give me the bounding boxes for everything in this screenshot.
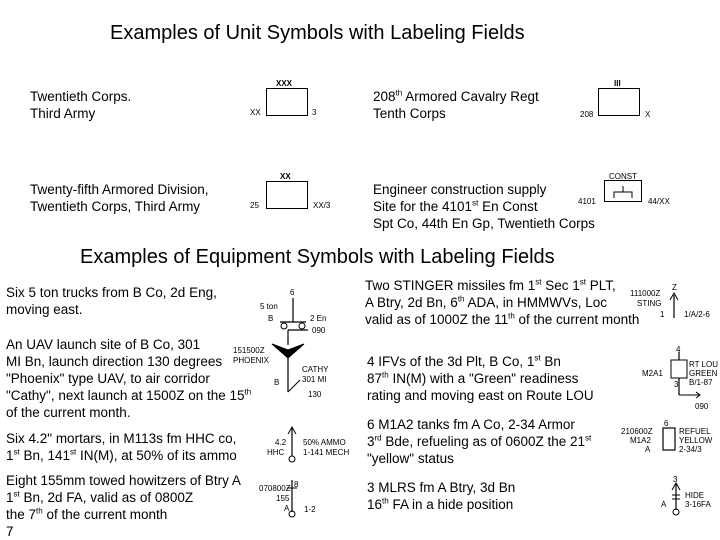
- equip-3-line2: MI Bn, launch direction 130 degrees: [6, 354, 223, 369]
- equip-2-line1: Two STINGER missiles fm 1st Sec 1st PLT,: [365, 277, 616, 293]
- unit-3-right-field: XX/3: [313, 201, 331, 210]
- equip-3-line1: An UAV launch site of B Co, 301: [6, 337, 201, 352]
- unit-2-right-field: X: [645, 110, 651, 119]
- equip-6-line3: "yellow" status: [367, 451, 454, 466]
- equip-2-inner-field: STING: [637, 299, 662, 308]
- equip-4-bottom-field: 3: [674, 380, 679, 389]
- equip-7-description: [6, 472, 241, 540]
- equip-4-right-field-2: GREEN: [689, 369, 718, 378]
- equip-2-dtg-field: 111000Z: [630, 289, 661, 298]
- equip-3-dtg-field: 151500Z: [233, 346, 265, 355]
- equip-8-description: [367, 479, 515, 513]
- unit-3-left-field: 25: [250, 201, 259, 210]
- equip-8-top-field: 3: [673, 475, 678, 484]
- equip-5-left-field: HHC: [267, 448, 285, 457]
- unit-4-line2: Site for the 4101st En Const: [373, 198, 538, 214]
- equip-2-left-field: 1: [660, 310, 665, 319]
- equip-5-right-field-1: 50% AMMO: [303, 438, 346, 447]
- equip-3-right-field-2: 301 MI: [302, 375, 327, 384]
- unit-2-left-field: 208: [580, 110, 594, 119]
- unit-3-description: [30, 181, 209, 215]
- unit-1-echelon: XXX: [276, 79, 293, 88]
- equip-3-description: [6, 336, 251, 421]
- equip-6-dtg-field: 210600Z: [621, 427, 653, 436]
- equip-6-line2: 3rd Bde, refueling as of 0600Z the 21st: [367, 433, 592, 449]
- equip-1-description: [6, 284, 217, 318]
- equip-6-right-field-1: REFUEL: [679, 427, 711, 436]
- unit-3-line2: Twentieth Corps, Third Army: [30, 199, 201, 214]
- unit-2-line2: Tenth Corps: [373, 106, 446, 121]
- unit-3-line1: Twenty-fifth Armored Division,: [30, 182, 209, 197]
- equip-8-line2: 16th FA in a hide position: [367, 496, 514, 512]
- equipment-symbols-title: Examples of Equipment Symbols with Labeling Fields: [80, 246, 555, 268]
- equip-1-left-field: B: [268, 314, 274, 323]
- equip-7-dtg-field: 070800Z: [259, 484, 291, 493]
- unit-2-description: [373, 88, 539, 122]
- equip-8-line1: 3 MLRS fm A Btry, 3d Bn: [367, 480, 516, 495]
- equip-2-line2: A Btry, 2d Bn, 6th ADA, in HMMWVs, Loc: [365, 294, 608, 310]
- equip-3-name-field: PHOENIX: [233, 356, 270, 365]
- equip-5-line2: 1st Bn, 141st IN(M), at 50% of its ammo: [6, 447, 237, 463]
- unit-symbols-title: Examples of Unit Symbols with Labeling Fields: [110, 22, 525, 44]
- equip-7-caliber-field: 155: [276, 494, 290, 503]
- unit-1-right-field: 3: [312, 108, 317, 117]
- equip-5-line1: Six 4.2" mortars, in M113s fm HHC co,: [6, 431, 237, 446]
- equip-4-heading-field: 090: [695, 402, 709, 411]
- equip-4-right-field-1: RT LOU: [689, 360, 719, 369]
- equip-2-top-field: Z: [672, 283, 677, 292]
- equip-7-line2: 1st Bn, 2d FA, valid as of 0800Z: [6, 489, 194, 505]
- equip-6-right-field-2: YELLOW: [679, 436, 713, 445]
- equip-5-top-field: 4.2: [275, 438, 287, 447]
- unit-4-top-field: CONST: [609, 172, 637, 181]
- equip-4-line3: rating and moving east on Route LOU: [367, 388, 594, 403]
- unit-4-left-field: 4101: [578, 197, 596, 206]
- equip-4-line1: 4 IFVs of the 3d Plt, B Co, 1st Bn: [367, 353, 561, 369]
- equip-7-line1: Eight 155mm towed howitzers of Btry A: [6, 473, 241, 488]
- equip-3-line3: "Phoenix" type UAV, to air corridor: [6, 371, 210, 386]
- equip-6-left-field: A: [645, 445, 651, 454]
- equip-1-inner-field: 5 ton: [260, 302, 278, 311]
- unit-2-line1: 208th Armored Cavalry Regt: [373, 88, 539, 104]
- equip-6-right-field-3: 2-34/3: [679, 445, 702, 454]
- equip-7-top-field: 8: [294, 480, 299, 489]
- equip-4-description: [367, 353, 594, 404]
- equip-3-top-field: 090: [312, 326, 326, 335]
- equip-1-line1: Six 5 ton trucks from B Co, 2d Eng,: [6, 285, 217, 300]
- equip-8-right-field-2: 3-16FA: [685, 500, 711, 509]
- unit-2-frame: [598, 88, 640, 116]
- equip-6-top-field: 6: [664, 419, 669, 428]
- equip-2-line3: valid as of 1000Z the 11th of the current month: [365, 311, 640, 327]
- unit-1-left-field: XX: [250, 108, 261, 117]
- equip-6-type-field: M1A2: [630, 436, 651, 445]
- unit-4-right-field: 44/XX: [648, 197, 670, 206]
- equip-3-line5: of the current month.: [6, 405, 131, 420]
- equip-7-line3: the 7th of the current month: [6, 506, 168, 522]
- unit-4-description: [373, 181, 595, 232]
- equip-1-top-field: 6: [290, 288, 295, 297]
- equip-2-description: [365, 277, 639, 328]
- equip-6-line1: 6 M1A2 tanks fm A Co, 2-34 Armor: [367, 417, 575, 432]
- equip-8-right-field-1: HIDE: [685, 491, 705, 500]
- equip-6-description: [367, 416, 591, 467]
- unit-2-echelon: III: [614, 79, 621, 88]
- unit-1-description: [30, 88, 131, 122]
- equip-5-description: [6, 430, 237, 464]
- unit-1-line2: Third Army: [30, 106, 96, 121]
- unit-4-line3: Spt Co, 44th En Gp, Twentieth Corps: [373, 216, 595, 231]
- unit-3-echelon: XX: [280, 172, 291, 181]
- equip-4-top-field: 4: [676, 345, 681, 354]
- equip-3-left-field: B: [274, 378, 280, 387]
- equip-4-right-field-3: B/1-87: [689, 378, 713, 387]
- equip-2-right-field: 1/A/2-6: [684, 310, 710, 319]
- equip-4-left-field: M2A1: [642, 369, 663, 378]
- unit-4-frame: [604, 180, 642, 202]
- equip-7-left-field: A: [284, 504, 290, 513]
- unit-4-line1: Engineer construction supply: [373, 182, 547, 197]
- equip-5-right-field-2: 1-141 MECH: [303, 448, 350, 457]
- unit-1-line1: Twentieth Corps.: [30, 89, 132, 104]
- equip-7-right-field: 1-2: [304, 505, 316, 514]
- unit-3-frame: [266, 181, 308, 209]
- equip-1-right-field: 2 En: [310, 314, 327, 323]
- equip-4-line2: 87th IN(M) with a "Green" readiness: [367, 370, 579, 386]
- equip-3-line4: "Cathy", next launch at 1500Z on the 15th: [6, 387, 252, 403]
- equip-1-line2: moving east.: [6, 302, 83, 317]
- equip-3-right-field-1: CATHY: [302, 365, 329, 374]
- equip-8-left-field: A: [661, 500, 667, 509]
- equip-7-line4: 7: [6, 524, 14, 539]
- unit-1-frame: [266, 88, 308, 116]
- equip-3-bottom-field: 130: [308, 390, 322, 399]
